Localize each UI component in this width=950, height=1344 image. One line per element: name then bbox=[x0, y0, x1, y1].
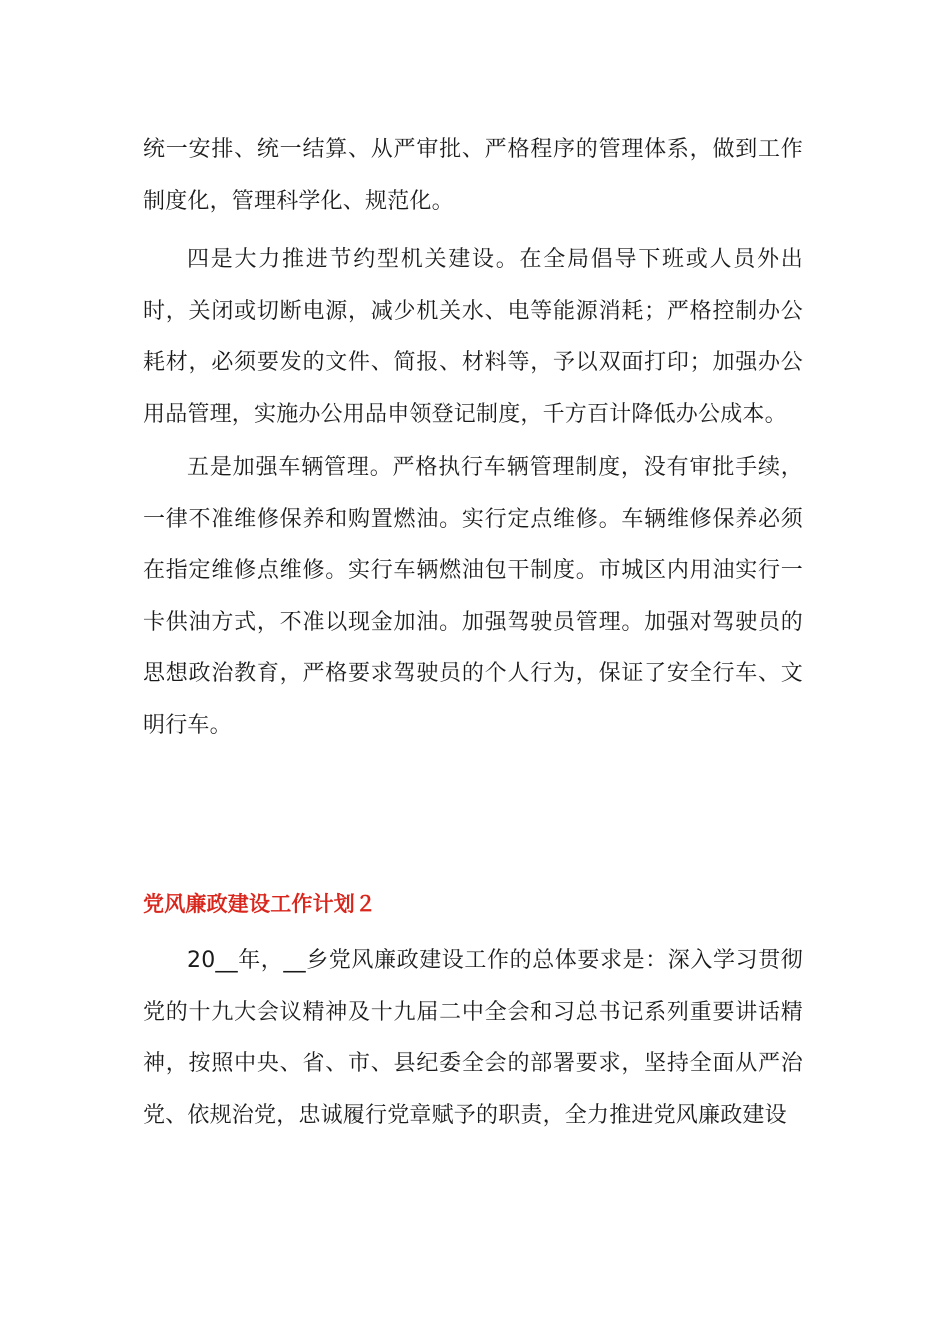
paragraph-continued: 统一安排、统一结算、从严审批、严格程序的管理体系，做到工作制度化，管理科学化、规范化。 bbox=[143, 137, 803, 214]
paragraph-vehicle-management: 五是加强车辆管理。严格执行车辆管理制度，没有审批手续，一律不准维修保养和购置燃油。实行定点维修。车辆维修保养必须在指定维修点维修。实行车辆燃油包干制度。市城区内用油实行一卡供油方式，不准以现金加油。加强驾驶员管理。加强对驾驶员的思想政治教育，严格要求驾驶员的个人行为，保证了安全行车、文明行车。 bbox=[143, 455, 803, 738]
paragraph-work-plan-intro: 20__年，__乡党风廉政建设工作的总体要求是：深入学习贯彻党的十九大会议精神及十九届二中全会和习总书记系列重要讲话精神，按照中央、省、市、县纪委全会的部署要求，坚持全面从严治党、依规治党，忠诚履行党章赋予的职责，全力推进党风廉政建设 bbox=[143, 948, 803, 1128]
section-heading: 党风廉政建设工作计划２ bbox=[143, 892, 377, 916]
paragraph-energy-saving: 四是大力推进节约型机关建设。在全局倡导下班或人员外出时，关闭或切断电源，减少机关水、电等能源消耗；严格控制办公耗材，必须要发的文件、简报、材料等，予以双面打印；加强办公用品管理，实施办公用品申领登记制度，千方百计降低办公成本。 bbox=[143, 247, 803, 427]
